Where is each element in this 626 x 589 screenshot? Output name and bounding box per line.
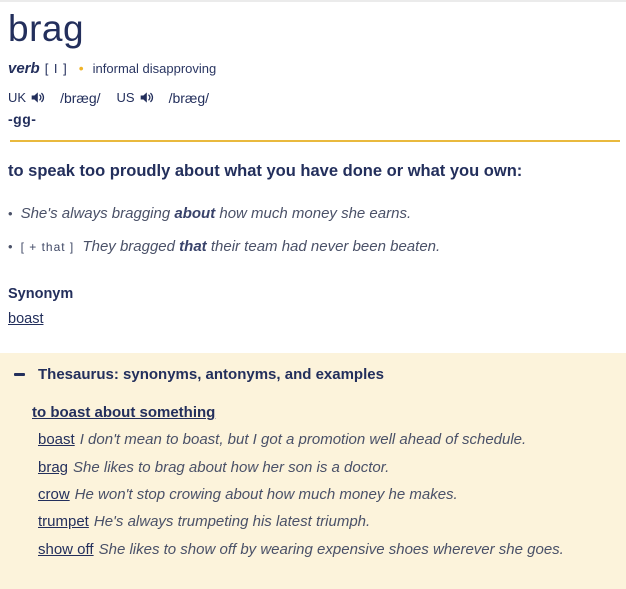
collapse-minus-icon[interactable] (14, 373, 26, 376)
example-text: They bragged (78, 238, 180, 256)
synonym-heading: Synonym (8, 286, 74, 303)
inflection: -gg- (8, 110, 37, 127)
uk-region-label: UK (8, 90, 27, 106)
thesaurus-word-link-crow[interactable]: crow (38, 485, 70, 503)
thesaurus-word-link-trumpet[interactable]: trumpet (38, 513, 89, 531)
example-bullet: • (8, 206, 13, 222)
thesaurus-word-link-boast[interactable]: boast (38, 431, 75, 449)
usage-labels: informal disapproving (92, 60, 217, 76)
thesaurus-example: I don't mean to boast, but I got a promotion well ahead of schedule. (79, 431, 527, 449)
thesaurus-item (38, 431, 616, 449)
bullet-separator: • (78, 60, 84, 77)
pos-row (8, 60, 626, 77)
example-text: how much money she earns. (215, 205, 412, 223)
grammar-code: [ I ] (44, 60, 68, 76)
us-audio-speaker-icon[interactable] (139, 90, 156, 105)
pronunciation-row (8, 90, 626, 106)
example-bullet: • (8, 239, 13, 255)
synonym-link-boast[interactable]: boast (8, 311, 44, 328)
uk-audio-speaker-icon[interactable] (30, 90, 47, 105)
part-of-speech: verb (8, 59, 40, 77)
thesaurus-title: Thesaurus: synonyms, antonyms, and examples (38, 366, 384, 384)
example-text: their team had never been beaten. (206, 238, 441, 256)
uk-ipa: /bræg/ (60, 89, 101, 106)
gold-divider (10, 140, 620, 142)
thesaurus-panel (0, 353, 626, 589)
thesaurus-collapse-header[interactable] (14, 366, 626, 383)
thesaurus-word-link-show-off[interactable]: show off (38, 540, 94, 558)
thesaurus-example: He won't stop crowing about how much money he makes. (74, 485, 458, 503)
example-bold-word: that (179, 238, 207, 256)
example-sentence (8, 238, 618, 256)
thesaurus-item (38, 513, 616, 531)
thesaurus-item (38, 486, 616, 504)
thesaurus-topic-link[interactable]: to boast about something (32, 404, 216, 422)
example-bold-word: about (174, 205, 216, 223)
us-ipa: /bræg/ (168, 89, 210, 106)
example-sentence (8, 205, 618, 223)
thesaurus-item (38, 459, 616, 477)
us-region-label: US (116, 90, 135, 106)
definition: to speak too proudly about what you have done or what you own: (8, 161, 523, 180)
thesaurus-example: He's always trumpeting his latest triumph. (93, 513, 371, 531)
example-text: She's always bragging (20, 205, 175, 223)
grammar-pattern-label: [ + that ] (20, 240, 75, 255)
thesaurus-word-link-brag[interactable]: brag (38, 458, 69, 476)
headword: brag (8, 8, 85, 49)
thesaurus-example: She likes to show off by wearing expensive shoes wherever she goes. (98, 540, 564, 558)
thesaurus-item (38, 541, 616, 559)
thesaurus-example: She likes to brag about how her son is a doctor. (73, 458, 390, 476)
